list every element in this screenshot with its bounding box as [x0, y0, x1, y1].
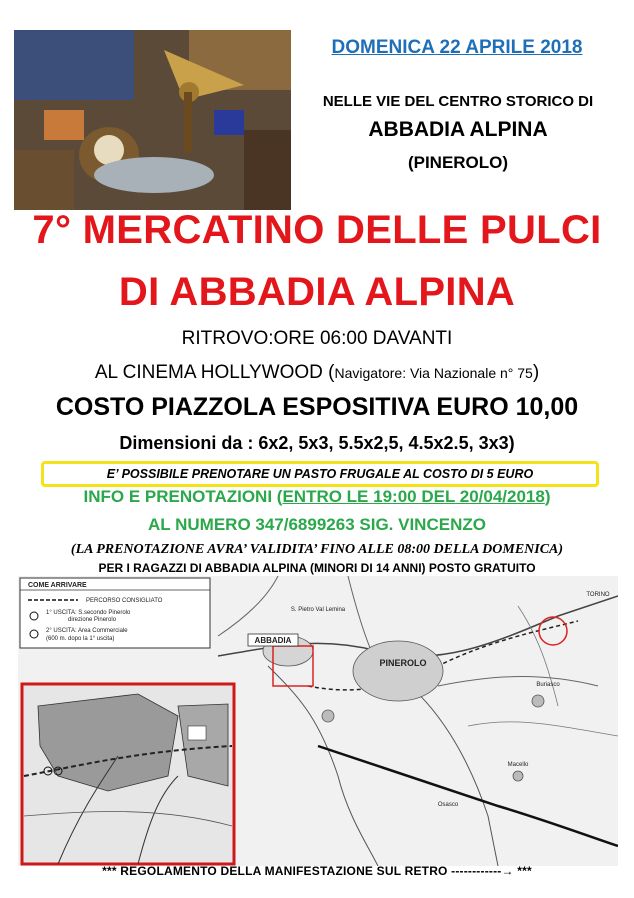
- contact-number: AL NUMERO 347/6899263 SIG. VINCENZO: [148, 515, 486, 534]
- pitch-dimensions: Dimensioni da : 6x2, 5x3, 5.5x2,5, 4.5x2.5, 3x3): [119, 433, 515, 453]
- cinema-close: ): [532, 362, 540, 383]
- legend-exit1-line2: direzione Pinerolo: [68, 617, 117, 623]
- meal-notice: E’ POSSIBILE PRENOTARE UN PASTO FRUGALE AL COSTO DI 5 EURO: [41, 461, 599, 487]
- meeting-place: [0, 362, 634, 384]
- legend-item-route: PERCORSO CONSIGLIATO: [86, 598, 163, 604]
- meeting-time: RITROVO:ORE 06:00 DAVANTI: [181, 328, 453, 349]
- map-label-torino: TORINO: [586, 592, 610, 598]
- map-label-macello: Macello: [507, 762, 529, 768]
- cinema-name: AL CINEMA HOLLYWOOD (: [94, 362, 335, 383]
- map-label-pinerolo: PINEROLO: [379, 658, 427, 668]
- location-line: NELLE VIE DEL CENTRO STORICO DI: [322, 93, 594, 110]
- navigator-address: Navigatore: Via Nazionale n° 75: [334, 365, 533, 381]
- booking-info: [0, 487, 634, 507]
- legend-exit2-line2: (600 m. dopo la 1° uscita): [46, 636, 115, 642]
- booking-deadline: ENTRO LE 19:00 DEL 20/04/2018: [282, 487, 545, 506]
- map-label-buriasco: Buriasco: [536, 682, 560, 688]
- legend-title: COME ARRIVARE: [28, 582, 87, 589]
- antiques-photo: [14, 30, 291, 210]
- legend-exit1-line1: 1° USCITA: S.secondo Pinerolo: [46, 610, 131, 616]
- event-title-line2: DI ABBADIA ALPINA: [118, 270, 516, 314]
- pitch-cost: COSTO PIAZZOLA ESPOSITIVA EURO 10,00: [55, 393, 579, 421]
- booking-suffix: ): [544, 487, 551, 506]
- event-title-line1: 7° MERCATINO DELLE PULCI: [32, 208, 602, 252]
- map-label-osasco: Osasco: [437, 802, 459, 808]
- location-city: (PINEROLO): [407, 153, 509, 172]
- map-label-valleriana: S. Pietro Val Lemina: [290, 607, 346, 613]
- event-date: DOMENICA 22 APRILE 2018: [331, 37, 583, 58]
- legend-exit2-line1: 2° USCITA: Area Commerciale: [46, 628, 128, 634]
- location-town: ABBADIA ALPINA: [368, 118, 548, 141]
- rules-footer: *** REGOLAMENTO DELLA MANIFESTAZIONE SUL RETRO ------------→ ***: [102, 864, 532, 878]
- booking-validity: (LA PRENOTAZIONE AVRA’ VALIDITA’ FINO ALLE 08:00 DELLA DOMENICA): [70, 542, 564, 557]
- children-free-notice: PER I RAGAZZI DI ABBADIA ALPINA (MINORI DI 14 ANNI) POSTO GRATUITO: [98, 561, 536, 575]
- map-label-abbadia: ABBADIA: [254, 636, 292, 645]
- directions-map: [18, 576, 618, 866]
- booking-prefix: INFO E PRENOTAZIONI (: [83, 487, 283, 506]
